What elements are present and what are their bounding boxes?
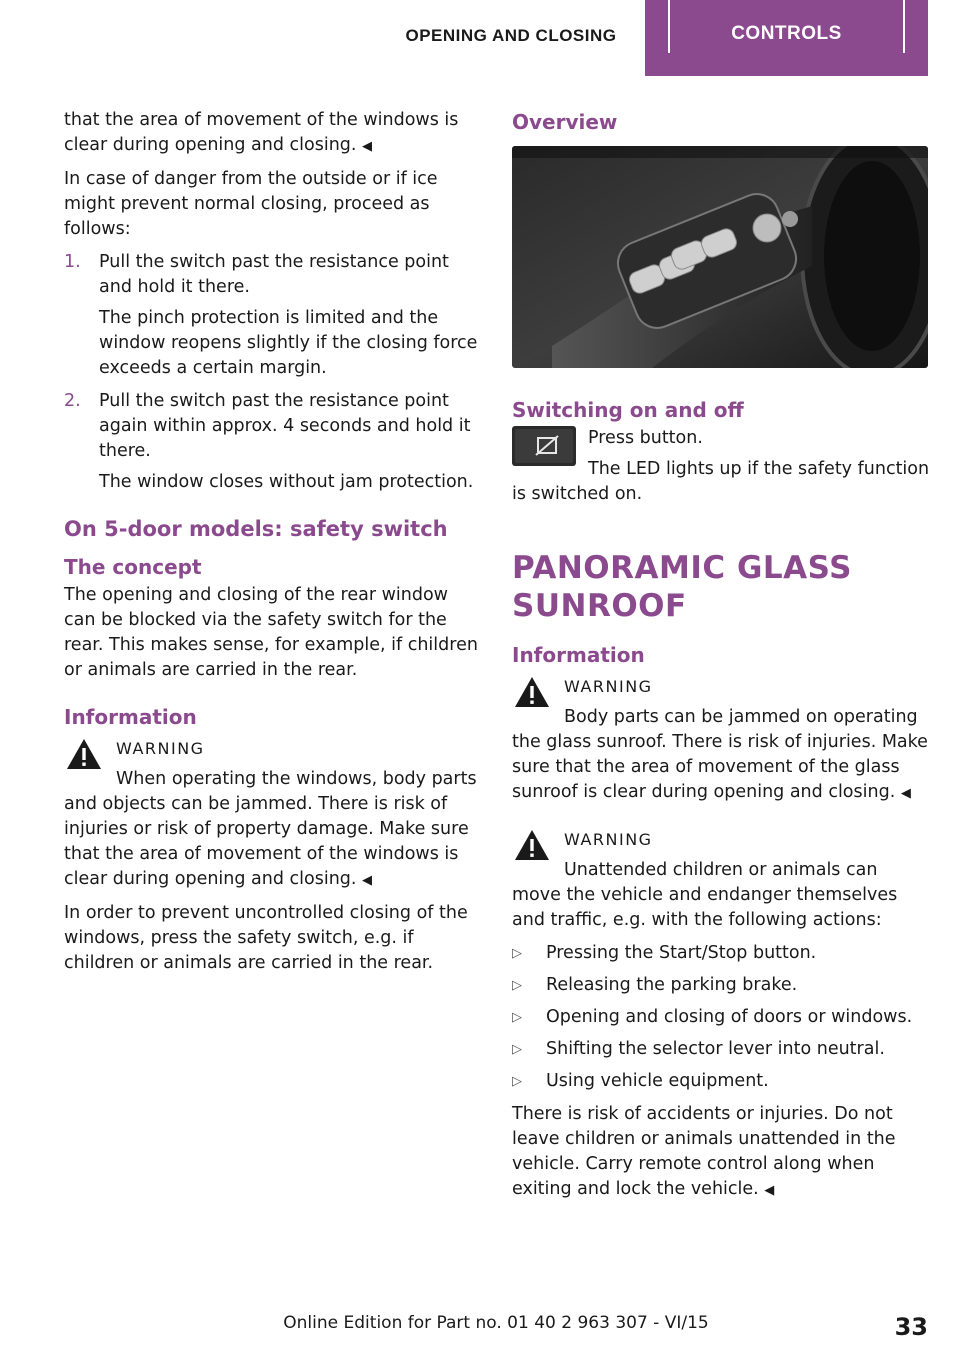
triangle-bullet-icon: ▷ (512, 946, 522, 961)
running-header-section: OPENING AND CLOSING (405, 26, 617, 45)
safety-switch-heading: On 5-door models: safety switch (64, 517, 448, 541)
prevent-text: In order to prevent uncontrolled closing of the windows, press the safety switch, e.g. if children or animals are carried in the rear. (64, 903, 468, 973)
warning-block (512, 826, 930, 933)
chapter-tab (645, 0, 928, 76)
sunroof-heading: PANORAMIC GLASS SUNROOF (512, 550, 852, 624)
end-mark: ◀ (362, 139, 373, 154)
end-mark: ◀ (764, 1183, 775, 1198)
danger-intro: In case of danger from the outside or if ice might prevent normal closing, proceed as follows: (64, 169, 438, 239)
left-column (64, 108, 482, 984)
steps-list (64, 250, 482, 495)
step-number: 1. (64, 252, 81, 272)
list-item: ▷ Shifting the selector lever into neutral. (512, 1037, 930, 1062)
warning-block (64, 735, 482, 893)
concept-text: The opening and closing of the rear window can be blocked via the safety switch for the rear. This makes sense, for example, if children or animals are carried in the rear. (64, 585, 478, 680)
concept-heading: The concept (64, 555, 202, 579)
list-item: ▷ Releasing the parking brake. (512, 973, 930, 998)
intro-paragraph: that the area of movement of the windows is clear during opening and closing. ◀ (64, 110, 459, 155)
overview-heading: Overview (512, 110, 618, 134)
step-number: 2. (64, 391, 81, 411)
triangle-bullet-icon: ▷ (512, 1042, 522, 1057)
chapter-tab-label: CONTROLS (668, 0, 905, 53)
warning-label: WARNING (564, 830, 653, 849)
switch-heading: Switching on and off (512, 398, 744, 422)
list-item: ▷ Pressing the Start/Stop button. (512, 941, 930, 966)
step-note: The window closes without jam protection. (99, 472, 474, 492)
press-button-text: Press button. (588, 428, 703, 448)
info-heading: Information (64, 705, 197, 729)
warning-label: WARNING (116, 739, 205, 758)
list-item: ▷ Opening and closing of doors or windows. (512, 1005, 930, 1030)
list-item: ▷ Using vehicle equipment. (512, 1069, 930, 1094)
safety-switch-button-icon (512, 426, 576, 466)
end-mark: ◀ (362, 873, 373, 888)
warning-label: WARNING (564, 677, 653, 696)
actions-list (512, 941, 930, 1094)
door-switch-photo (512, 146, 928, 368)
triangle-bullet-icon: ▷ (512, 978, 522, 993)
switch-block (512, 426, 930, 515)
warning-text: Unattended children or animals can move the vehicle and endanger themselves and traffic, e.g. with the following actions: (512, 860, 898, 930)
footer-edition: Online Edition for Part no. 01 40 2 963 307 - VI/15 (283, 1313, 709, 1333)
closing-text: There is risk of accidents or injuries. Do not leave children or animals unattended in the vehicle. Carry remote control along when exiting and lock the vehicle. ◀ (512, 1104, 896, 1199)
step-item (64, 250, 482, 381)
step-text: Pull the switch past the resistance point and hold it there. (99, 252, 449, 297)
warning-block (512, 673, 930, 806)
sunroof-info-heading: Information (512, 643, 645, 667)
step-text: Pull the switch past the resistance point again within approx. 4 seconds and hold it there. (99, 391, 471, 461)
triangle-bullet-icon: ▷ (512, 1074, 522, 1089)
right-column (512, 108, 930, 1211)
led-text: The LED lights up if the safety function is switched on. (512, 459, 930, 504)
end-mark: ◀ (900, 786, 911, 801)
triangle-bullet-icon: ▷ (512, 1010, 522, 1025)
warning-text: When operating the windows, body parts and objects can be jammed. There is risk of injuries or risk of property damage. Make sure that the area of movement of the windows is clear during opening and closing. ◀ (64, 769, 477, 889)
warning-triangle-icon (512, 673, 552, 713)
page-number: 33 (894, 1313, 928, 1341)
warning-text: Body parts can be jammed on operating the glass sunroof. There is risk of injuries. Make sure that the area of movement of the glass sunroof is clear during opening and closing. ◀ (512, 707, 928, 802)
warning-triangle-icon (64, 735, 104, 775)
step-note: The pinch protection is limited and the window reopens slightly if the closing force exceeds a certain margin. (99, 308, 478, 378)
warning-triangle-icon (512, 826, 552, 866)
step-item (64, 389, 482, 495)
